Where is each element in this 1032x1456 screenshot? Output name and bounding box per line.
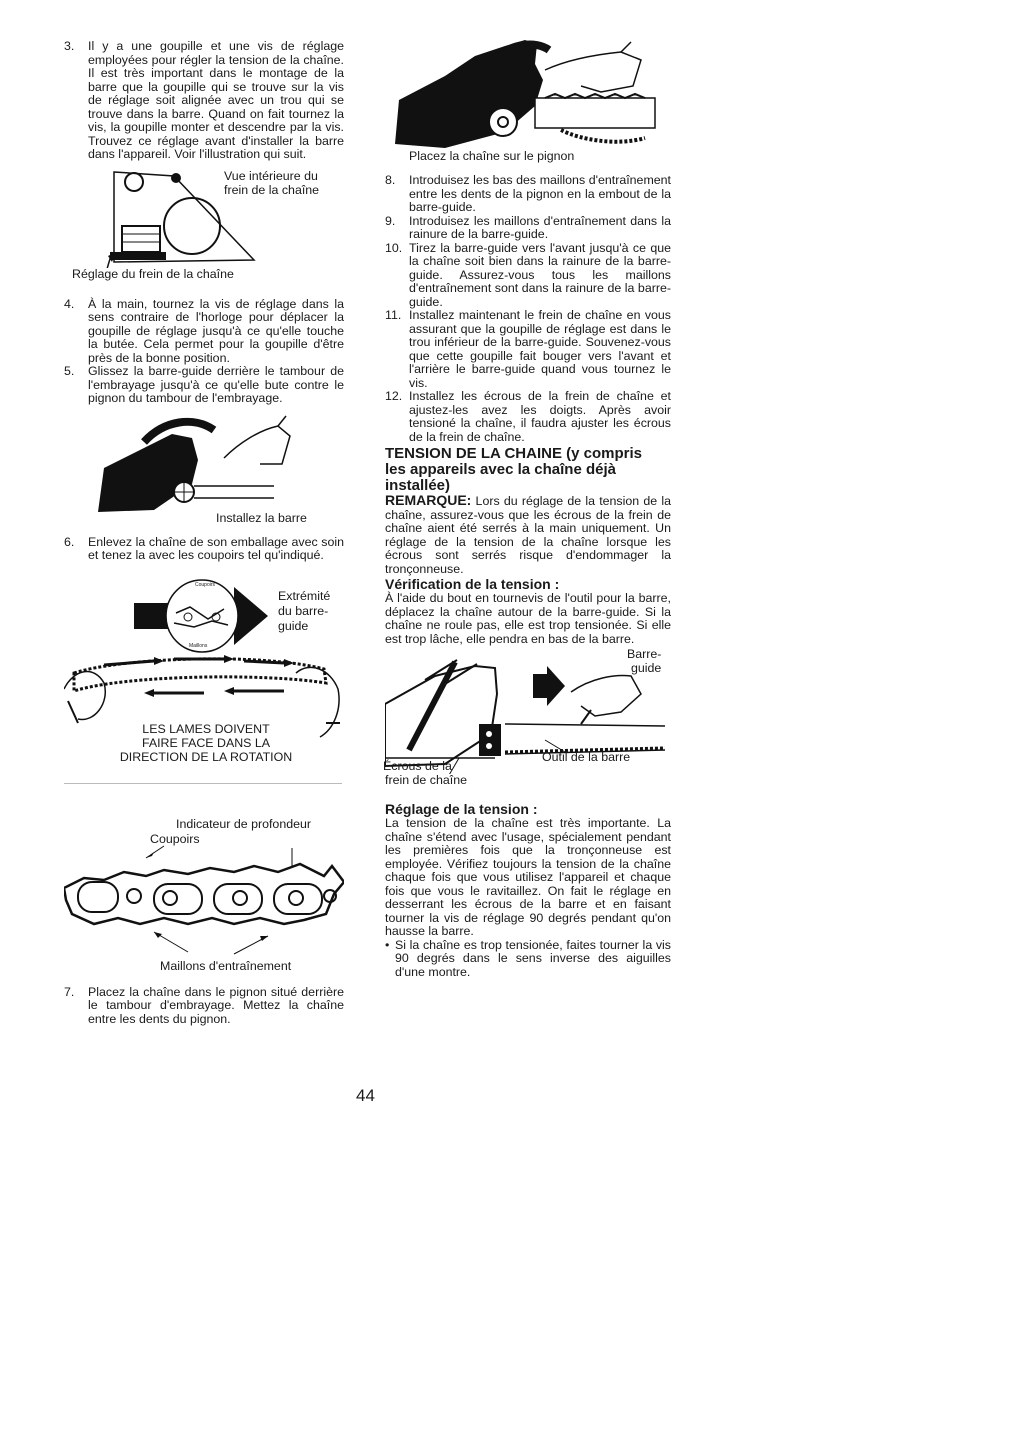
figure-chain-brake [64, 168, 344, 286]
step-12 [385, 390, 671, 444]
step-number: 9. [385, 213, 396, 228]
figure-chain-sprocket [385, 40, 671, 166]
remarque-label: REMARQUE: [385, 492, 472, 508]
figure-label: Indicateur de profondeur [176, 816, 312, 831]
adjustment-text: La tension de la chaîne est très importante. La chaîne s'étend avec l'usage, spécialement pendant les premières fois que la tronçonneuse est employée. Vérifiez toujours la tension de la chaîne chaque fois que vous utilisez l'appareil et chaque fois que vous le ravitaillez. On fait le réglage en desserrant les écrous de la barre et en faisant tourner la vis de réglage 90 degrés pendant qu'on hausse la barre. [385, 816, 671, 938]
step-text: Placez la chaîne dans le pignon situé derrière le tambour d'embrayage. Mettez la chaîne entre les dents du pignon. [88, 984, 344, 1026]
figure-chain-parts [64, 816, 344, 976]
figure-chain-orientation [64, 573, 344, 769]
step-4 [64, 298, 344, 366]
circle-label-bottom: Maillons [189, 642, 208, 649]
heading-chain-tension: TENSION DE LA CHAINE (y compris les appareils avec la chaîne déjà installée) [385, 445, 642, 494]
figure-label: Outil de la barre [542, 750, 631, 764]
step-text: Installez maintenant le frein de chaîne en vous assurant que la goupille de réglage est dans le trou inférieur de la barre-guide. Souvenez-vous que cette goupille fait bouger vers l'avant et l'arrière le barre-guide quand vous tournez le vis. [409, 308, 671, 390]
figure-caption: LES LAMES DOIVENT [142, 721, 270, 736]
step-text: Glissez la barre-guide derrière le tambour de l'embrayage jusqu'à ce qu'elle bute contre le pignon du tambour de l'embrayage. [88, 364, 344, 405]
figure-label: Extrémité [278, 588, 331, 603]
figure-caption: Installez la barre [216, 510, 307, 525]
figure-label: guide [631, 661, 662, 675]
step-text: Enlevez la chaîne de son emballage avec soin et tenez la avec les coupoirs tel qu'indiqué. [88, 534, 344, 562]
step-number: 11. [385, 308, 402, 322]
figure-label: Maillons d'entraînement [160, 958, 292, 973]
circle-label-top: Coupoirs [195, 581, 216, 588]
step-text: Introduisez les bas des maillons d'entraînement entre les dents de la pignon en la embout de la barre-guide. [409, 173, 671, 214]
figure-label: Barre- [627, 647, 662, 661]
figure-caption: Réglage du frein de la chaîne [72, 266, 234, 281]
step-3 [64, 40, 344, 162]
step-9 [385, 215, 671, 242]
step-number: 6. [64, 534, 75, 549]
figure-label: guide [278, 618, 309, 633]
figure-label: Coupoirs [150, 831, 200, 846]
step-number: 12. [385, 389, 403, 403]
chain-sprocket-illustration [385, 40, 671, 148]
figure-install-bar [64, 412, 344, 530]
heading-verification: Vérification de la tension : [385, 576, 560, 592]
step-5 [64, 365, 344, 406]
heading-adjustment: Réglage de la tension : [385, 801, 538, 817]
step-text: À la main, tournez la vis de réglage dans la sens contraire de l'horloge pour déplacer la goupille de réglage jusqu'à ce qu'elle touche la butée. Cela permet pour la goupille d'être près de la bonne position. [88, 296, 344, 365]
verification-text: À l'aide du bout en tournevis de l'outil pour la barre, déplacez la chaîne autour de la barre-guide. Si la chaîne ne roule pas, elle est trop tensionée. Si elle est trop lâche, elle pendra en bas de la barre. [385, 591, 671, 646]
figure-label: frein de la chaîne [224, 182, 320, 197]
remarque-text: Lors du réglage de la tension de la chaîne, assurez-vous que les écrous de la frein de chaîne aient été serrés à la main uniquement. Un réglage de la tension de la chaîne lorsque les écrous sont serrés risque d'endommager la tronçonneuse. [385, 494, 671, 576]
page-number: 44 [356, 1086, 375, 1105]
chain-parts-illustration [64, 824, 344, 976]
figure-check-tension [383, 647, 671, 802]
step-number: 4. [64, 296, 75, 311]
remarque-paragraph [385, 494, 671, 576]
figure-label: Vue intérieure du [224, 168, 318, 183]
step-number: 8. [385, 173, 396, 187]
step-number: 10. [385, 240, 403, 255]
figure-caption: Placez la chaîne sur le pignon [409, 149, 575, 163]
step-10 [385, 242, 671, 310]
figure-caption: FAIRE FACE DANS LA [141, 735, 271, 750]
bullet-text: Si la chaîne es trop tensionée, faites tourner la vis 90 degrés dans le sens inverse des aiguilles d'une montre. [395, 937, 671, 979]
bullet-symbol: • [385, 937, 390, 952]
step-6 [64, 536, 344, 563]
step-number: 3. [64, 39, 75, 53]
step-8 [385, 174, 671, 215]
figure-label: du barre- [278, 603, 329, 618]
step-text: Il y a une goupille et une vis de réglage employées pour régler la tension de la chaîne. Il est très important dans le montage de la barre que la goupille qui se trouve sur la vis de réglage soit alignée avec un trou qui se trouve dans la barre. Quand on fait tournez la vis, la goupille monter et descendre par la vis. Trouvez ce réglage avant d'installer la barre dans l'appareil. Voir l'illustration qui suit. [88, 39, 344, 161]
step-11 [385, 309, 671, 390]
step-number: 5. [64, 364, 75, 378]
step-text: Tirez la barre-guide vers l'avant jusqu'à ce que la chaîne soit bien dans la rainure de la barre-guide. Assurez-vous tous les maillons d'entraînement sont dans la rainure de la barre-guide. [409, 240, 671, 309]
right-column [385, 40, 671, 979]
step-number: 7. [64, 984, 75, 999]
bullet-item [385, 939, 671, 980]
step-text: Introduisez les maillons d'entraînement dans la rainure de la barre-guide. [409, 213, 671, 241]
figure-caption: DIRECTION DE LA ROTATION [119, 749, 293, 764]
install-bar-illustration [64, 412, 344, 522]
step-7 [64, 986, 344, 1027]
left-column [64, 40, 344, 1026]
figure-label: frein de chaîne [385, 773, 467, 787]
figure-label: Écrous de la [383, 759, 452, 773]
divider [64, 783, 342, 784]
step-text: Installez les écrous de la frein de chaîne et ajustez-les avez les doigts. Après avoir tensioné la chaîne, il faudra ajuster les écrous de la frein de chaîne. [409, 389, 671, 444]
